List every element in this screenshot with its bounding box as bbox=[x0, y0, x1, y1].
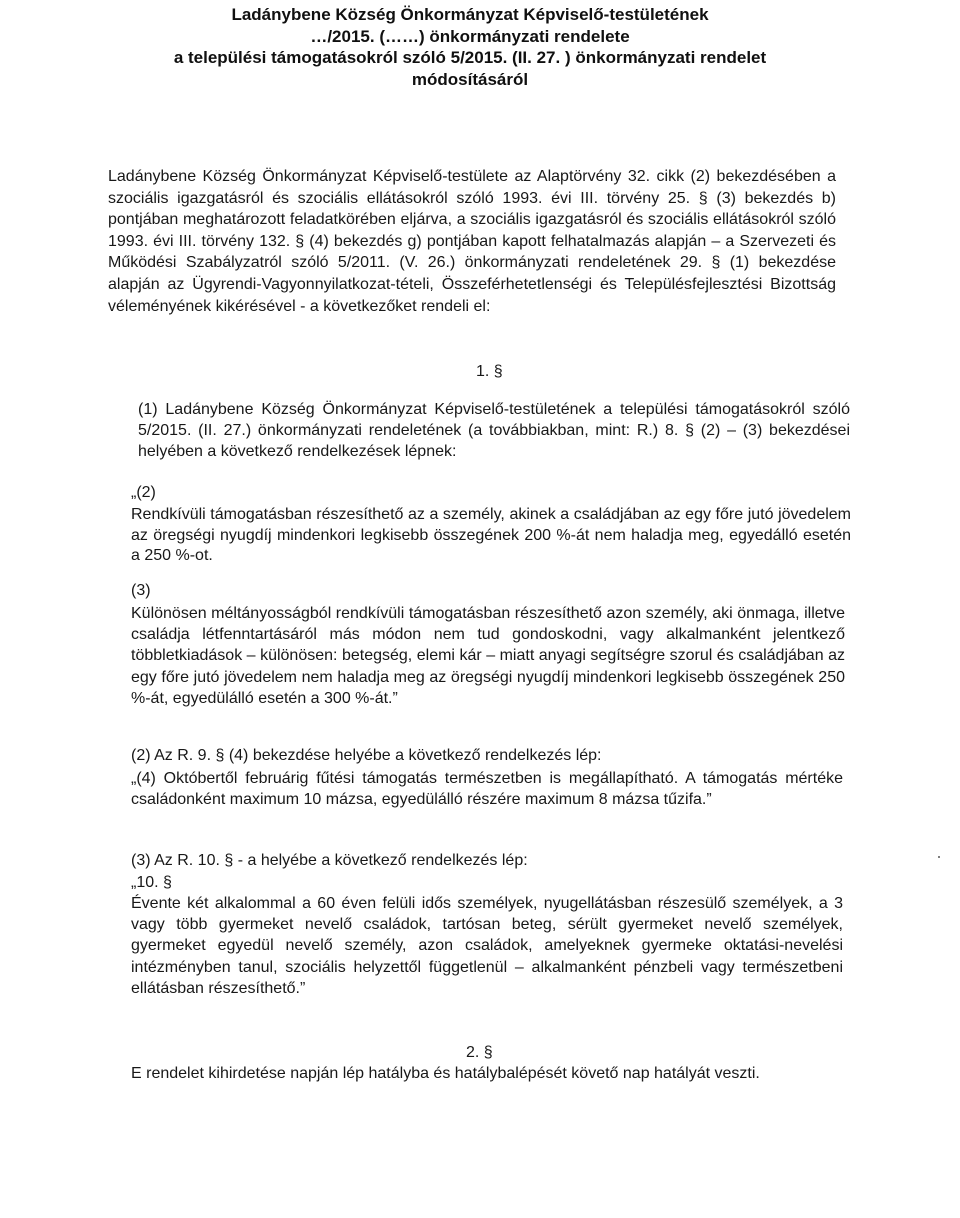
quoted-paragraph-3-label: (3) bbox=[131, 582, 151, 599]
section-2-heading: 2. § bbox=[466, 1044, 493, 1061]
scan-speck bbox=[938, 856, 940, 858]
title-line-4: módosításáról bbox=[411, 69, 529, 89]
title-line-1: Ladánybene Község Önkormányzat Képviselő-testületének bbox=[231, 5, 709, 24]
section-2-text: E rendelet kihirdetése napján lép hatályba és hatálybalépését követő nap hatályát veszti. bbox=[131, 1065, 760, 1082]
section-1-paragraph-3-text: Évente két alkalommal a 60 éven felüli idős személyek, nyugellátásban részesülő személyek, a 3 vagy több gyermeket nevelő családok, tartósan beteg, sérült gyermeket nevelő személyek, gyermeket egyedül nevelő személy, azon családok, amelyeknek gyermeke oktatási-nevelési intézményben tanul, szociális helyzettől függetlenül – alkalmanként pénzbeli vagy természetbeni ellátásban részesíthető.” bbox=[131, 895, 843, 997]
section-1-paragraph-2-text: „(4) Októbertől februárig fűtési támogatás természetben is megállapítható. A támogatás mértéke családonként maximum 10 mázsa, egyedülálló részére maximum 8 mázsa tűzifa.” bbox=[131, 770, 843, 808]
quoted-paragraph-3-text: Különösen méltányosságból rendkívüli támogatásban részesíthető azon személy, aki önmaga, illetve családja létfenntartásáról más módon nem tud gondoskodni, vagy alkalmanként jelentkező többletkiadások – különösen: betegség, elemi kár – miatt anyagi segítségre szorul és családjában az egy főre jutó jövedelem nem haladja meg az öregségi nyugdíj mindenkori legkisebb összegének 250 %-át, egyedülálló esetén a 300 %-át.” bbox=[131, 605, 845, 707]
section-1-heading: 1. § bbox=[476, 363, 503, 380]
preamble-paragraph: Ladánybene Község Önkormányzat Képviselő-testülete az Alaptörvény 32. cikk (2) bekezdésében a szociális igazgatásról és szociális ellátásokról szóló 1993. évi III. törvény 25. § (3) bekezdés b) pontjában meghatározott feladatkörében eljárva, a szociális igazgatásról és szociális ellátásokról szóló 1993. évi III. törvény 132. § (4) bekezdés g) pontjában kapott felhatalmazás alapján – a Szervezeti és Működési Szabályzatról szóló 5/2011. (V. 26.) önkormányzati rendeletének 29. § (1) bekezdése alapján az Ügyrendi-Vagyonnyilatkozat-tételi, Összeférhetetlenségi és Településfejlesztési Bizottság véleményének kikérésével - a következőket rendeli el: bbox=[108, 168, 836, 315]
section-1-paragraph-3-intro: (3) Az R. 10. § - a helyébe a következő rendelkezés lép: bbox=[131, 852, 528, 869]
document-title bbox=[150, 4, 790, 90]
section-1-paragraph-2-intro: (2) Az R. 9. § (4) bekezdése helyébe a következő rendelkezés lép: bbox=[131, 747, 602, 764]
quoted-paragraph-2-text: Rendkívüli támogatásban részesíthető az a személy, akinek a családjában az egy főre jutó jövedelem az öregségi nyugdíj mindenkori legkisebb összegének 200 %-át nem haladja meg, egyedálló esetén a 250 %-ot. bbox=[131, 506, 851, 564]
title-line-3: a települési támogatásokról szóló 5/2015. (II. 27. ) önkormányzati rendelet bbox=[173, 48, 767, 67]
section-1-paragraph-1: (1) Ladánybene Község Önkormányzat Képviselő-testületének a települési támogatásokról szóló 5/2015. (II. 27.) önkormányzati rendeletének (a továbbiakban, mint: R.) 8. § (2) – (3) bekezdései helyében a következő rendelkezések lépnek: bbox=[138, 401, 850, 460]
title-line-2: …/2015. (……) önkormányzati rendelete bbox=[310, 26, 630, 46]
quoted-paragraph-2-label: „(2) bbox=[131, 484, 156, 501]
section-1-paragraph-3-label: „10. § bbox=[131, 874, 172, 891]
